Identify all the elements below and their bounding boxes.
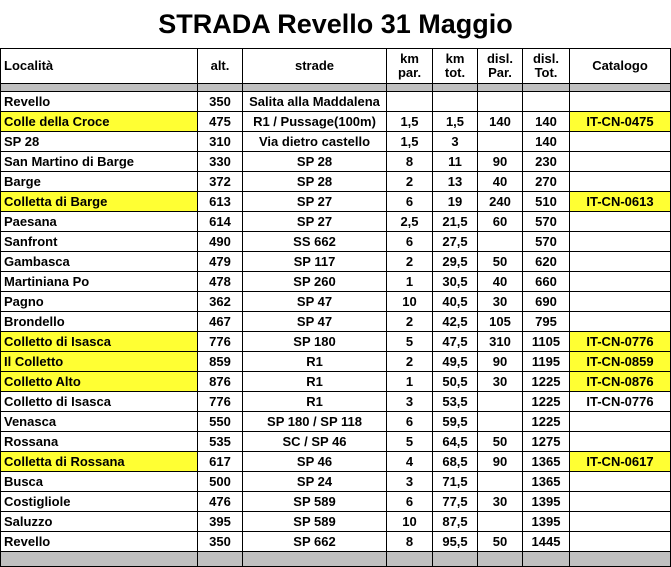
header-km-tot-line1: km [445,51,465,67]
cell-alt: 535 [198,432,243,452]
cell-km-tot: 64,5 [433,432,478,452]
cell-catalogo [570,152,671,172]
cell-km-par: 2 [387,312,433,332]
route-table [0,48,671,567]
cell-strade: SP 260 [243,272,387,292]
cell-localita: Costigliole [1,492,198,512]
cell-catalogo [570,412,671,432]
cell-strade: SP 117 [243,252,387,272]
cell-km-par: 2 [387,252,433,272]
header-disl-par [478,49,523,84]
cell-localita: Il Colletto [1,352,198,372]
table-row [1,392,671,412]
table-row [1,312,671,332]
cell-strade: SP 27 [243,212,387,232]
cell-strade: SP 180 [243,332,387,352]
cell-localita: Colletta di Barge [1,192,198,212]
cell-km-tot: 95,5 [433,532,478,552]
cell-disl-par: 90 [478,452,523,472]
cell-km-tot: 1,5 [433,112,478,132]
page-title: STRADA Revello 31 Maggio [158,8,513,39]
cell-disl-par [478,232,523,252]
cell-km-par: 6 [387,412,433,432]
cell-km-tot: 11 [433,152,478,172]
cell-km-par: 6 [387,192,433,212]
cell-localita: Colletto Alto [1,372,198,392]
cell-km-tot: 13 [433,172,478,192]
cell-catalogo [570,292,671,312]
cell-catalogo [570,512,671,532]
cell-catalogo [570,312,671,332]
cell-km-tot: 42,5 [433,312,478,332]
cell-km-tot: 21,5 [433,212,478,232]
cell-disl-par: 60 [478,212,523,232]
cell-catalogo: IT-CN-0475 [570,112,671,132]
cell-disl-par [478,412,523,432]
cell-alt: 350 [198,92,243,112]
cell-km-tot: 49,5 [433,352,478,372]
cell-alt: 350 [198,532,243,552]
cell-strade: R1 / Pussage(100m) [243,112,387,132]
cell-disl-tot: 795 [523,312,570,332]
cell-km-tot [433,92,478,112]
cell-km-tot: 77,5 [433,492,478,512]
cell-localita: San Martino di Barge [1,152,198,172]
cell-km-par: 1 [387,372,433,392]
cell-disl-tot: 1225 [523,372,570,392]
cell-strade: R1 [243,372,387,392]
cell-strade: SS 662 [243,232,387,252]
cell-disl-tot: 660 [523,272,570,292]
cell-km-par: 8 [387,532,433,552]
cell-disl-par: 140 [478,112,523,132]
cell-disl-tot: 1225 [523,392,570,412]
table-row [1,212,671,232]
cell-disl-tot: 1365 [523,472,570,492]
header-disl-tot-line2: Tot. [534,65,558,80]
cell-alt: 310 [198,132,243,152]
header-km-par-line2: par. [397,65,422,80]
cell-localita: Paesana [1,212,198,232]
cell-alt: 475 [198,112,243,132]
cell-disl-par: 50 [478,432,523,452]
cell-disl-tot: 690 [523,292,570,312]
cell-km-tot: 29,5 [433,252,478,272]
cell-km-par: 2 [387,352,433,372]
table-row [1,252,671,272]
cell-disl-par: 90 [478,352,523,372]
cell-strade: Salita alla Maddalena [243,92,387,112]
cell-localita: SP 28 [1,132,198,152]
cell-km-par: 6 [387,232,433,252]
table-row [1,472,671,492]
cell-disl-tot: 1105 [523,332,570,352]
header-separator-row [1,84,671,92]
cell-catalogo [570,492,671,512]
cell-disl-tot: 140 [523,112,570,132]
cell-strade: SC / SP 46 [243,432,387,452]
cell-disl-par: 30 [478,372,523,392]
cell-disl-par: 40 [478,272,523,292]
cell-localita: Revello [1,92,198,112]
cell-disl-par [478,92,523,112]
cell-km-tot: 19 [433,192,478,212]
cell-disl-par [478,132,523,152]
cell-km-par: 2 [387,172,433,192]
table-row [1,372,671,392]
cell-catalogo: IT-CN-0876 [570,372,671,392]
cell-km-tot: 47,5 [433,332,478,352]
cell-disl-tot: 1225 [523,412,570,432]
cell-km-par: 3 [387,392,433,412]
cell-alt: 476 [198,492,243,512]
cell-disl-tot: 1195 [523,352,570,372]
cell-alt: 478 [198,272,243,292]
cell-km-par: 3 [387,472,433,492]
cell-disl-tot: 1365 [523,452,570,472]
cell-km-par: 8 [387,152,433,172]
cell-disl-par: 105 [478,312,523,332]
table-row [1,192,671,212]
cell-catalogo [570,252,671,272]
cell-disl-tot: 510 [523,192,570,212]
header-catalogo: Catalogo [570,49,671,84]
cell-alt: 776 [198,392,243,412]
cell-disl-tot: 270 [523,172,570,192]
cell-catalogo [570,432,671,452]
table-footer-row [1,552,671,567]
cell-strade: Via dietro castello [243,132,387,152]
cell-strade: SP 47 [243,292,387,312]
table-row [1,172,671,192]
header-localita: Località [1,49,198,84]
table-row [1,152,671,172]
cell-catalogo [570,232,671,252]
table-row [1,352,671,372]
cell-catalogo [570,132,671,152]
cell-disl-par: 40 [478,172,523,192]
header-disl-tot [523,49,570,84]
cell-strade: SP 28 [243,152,387,172]
header-km-tot [433,49,478,84]
cell-alt: 467 [198,312,243,332]
cell-alt: 362 [198,292,243,312]
cell-localita: Colletto di Isasca [1,392,198,412]
cell-alt: 395 [198,512,243,532]
cell-strade: SP 180 / SP 118 [243,412,387,432]
header-km-par-line1: km [400,51,419,67]
cell-localita: Pagno [1,292,198,312]
table-row [1,112,671,132]
cell-disl-tot: 1395 [523,512,570,532]
cell-km-tot: 50,5 [433,372,478,392]
cell-catalogo: IT-CN-0859 [570,352,671,372]
cell-strade: R1 [243,352,387,372]
cell-alt: 876 [198,372,243,392]
cell-disl-par: 30 [478,492,523,512]
cell-catalogo [570,532,671,552]
cell-disl-tot: 620 [523,252,570,272]
cell-alt: 500 [198,472,243,492]
cell-km-par: 10 [387,292,433,312]
cell-alt: 330 [198,152,243,172]
cell-strade: SP 27 [243,192,387,212]
cell-disl-tot [523,92,570,112]
cell-localita: Brondello [1,312,198,332]
table-row [1,452,671,472]
cell-localita: Colletta di Rossana [1,452,198,472]
cell-catalogo [570,172,671,192]
cell-km-par: 4 [387,452,433,472]
cell-disl-tot: 230 [523,152,570,172]
cell-catalogo: IT-CN-0613 [570,192,671,212]
cell-km-tot: 59,5 [433,412,478,432]
cell-alt: 372 [198,172,243,192]
cell-disl-par: 30 [478,292,523,312]
cell-strade: SP 24 [243,472,387,492]
table-row [1,412,671,432]
cell-km-tot: 3 [433,132,478,152]
cell-km-par: 2,5 [387,212,433,232]
cell-disl-tot: 140 [523,132,570,152]
table-row [1,272,671,292]
cell-localita: Revello [1,532,198,552]
cell-disl-par: 90 [478,152,523,172]
cell-strade: SP 589 [243,512,387,532]
cell-strade: SP 662 [243,532,387,552]
cell-disl-par: 310 [478,332,523,352]
cell-localita: Rossana [1,432,198,452]
cell-disl-par: 50 [478,252,523,272]
cell-localita: Venasca [1,412,198,432]
cell-alt: 617 [198,452,243,472]
cell-disl-par [478,472,523,492]
cell-strade: R1 [243,392,387,412]
cell-catalogo [570,272,671,292]
table-row [1,432,671,452]
cell-localita: Sanfront [1,232,198,252]
cell-localita: Colletto di Isasca [1,332,198,352]
cell-catalogo: IT-CN-0776 [570,332,671,352]
cell-km-par: 5 [387,332,433,352]
header-disl-par-line2: Par. [488,65,512,80]
cell-localita: Barge [1,172,198,192]
cell-disl-tot: 570 [523,232,570,252]
cell-strade: SP 47 [243,312,387,332]
cell-km-tot: 53,5 [433,392,478,412]
cell-localita: Martiniana Po [1,272,198,292]
table-row [1,492,671,512]
cell-km-par: 1 [387,272,433,292]
cell-localita: Saluzzo [1,512,198,532]
table-row [1,512,671,532]
cell-km-par: 10 [387,512,433,532]
header-alt: alt. [198,49,243,84]
cell-strade: SP 28 [243,172,387,192]
header-disl-par-line1: disl. [486,51,513,67]
cell-km-tot: 40,5 [433,292,478,312]
cell-km-tot: 87,5 [433,512,478,532]
cell-disl-par [478,392,523,412]
cell-alt: 613 [198,192,243,212]
cell-localita: Colle della Croce [1,112,198,132]
cell-alt: 614 [198,212,243,232]
table-row [1,292,671,312]
cell-strade: SP 46 [243,452,387,472]
cell-localita: Busca [1,472,198,492]
cell-strade: SP 589 [243,492,387,512]
cell-alt: 490 [198,232,243,252]
cell-localita: Gambasca [1,252,198,272]
table-header-row [1,49,671,84]
cell-km-tot: 30,5 [433,272,478,292]
cell-disl-tot: 570 [523,212,570,232]
cell-catalogo [570,92,671,112]
cell-catalogo: IT-CN-0776 [570,392,671,412]
cell-disl-tot: 1275 [523,432,570,452]
cell-disl-par: 240 [478,192,523,212]
cell-km-par: 1,5 [387,112,433,132]
cell-km-tot: 71,5 [433,472,478,492]
table-row [1,92,671,112]
cell-km-par: 6 [387,492,433,512]
cell-disl-tot: 1395 [523,492,570,512]
table-row [1,132,671,152]
table-row [1,232,671,252]
cell-alt: 550 [198,412,243,432]
cell-km-tot: 27,5 [433,232,478,252]
table-row [1,532,671,552]
header-strade: strade [243,49,387,84]
cell-km-par: 1,5 [387,132,433,152]
header-km-par [387,49,433,84]
cell-disl-par: 50 [478,532,523,552]
cell-disl-tot: 1445 [523,532,570,552]
cell-catalogo: IT-CN-0617 [570,452,671,472]
header-disl-tot-line1: disl. [532,51,559,67]
cell-alt: 479 [198,252,243,272]
cell-catalogo [570,472,671,492]
cell-km-tot: 68,5 [433,452,478,472]
header-km-tot-line2: tot. [444,65,466,80]
cell-km-par [387,92,433,112]
table-row [1,332,671,352]
cell-km-par: 5 [387,432,433,452]
cell-catalogo [570,212,671,232]
cell-alt: 776 [198,332,243,352]
cell-alt: 859 [198,352,243,372]
cell-disl-par [478,512,523,532]
